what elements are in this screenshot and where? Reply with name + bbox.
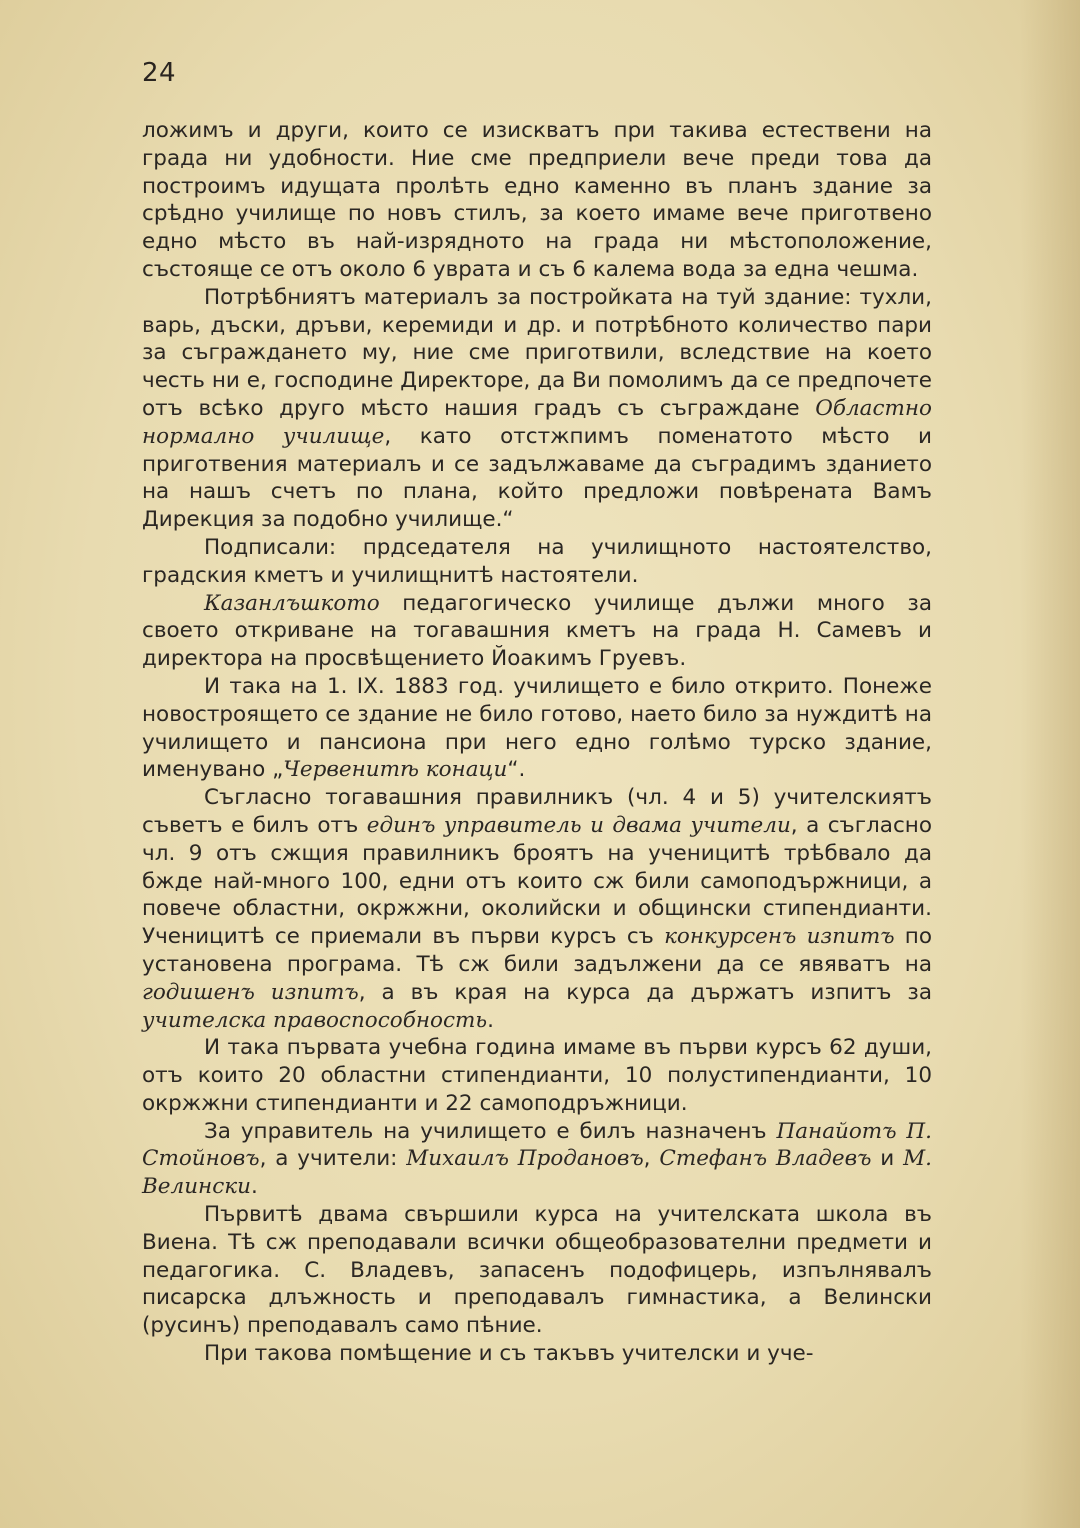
- text-run: , а въ края на курса да държатъ изпитъ за: [358, 979, 933, 1005]
- italic-text-run: Областно нормално училище: [142, 395, 932, 449]
- paragraph: [142, 534, 932, 590]
- italic-text-run: единъ управитель и двама учители: [366, 812, 791, 838]
- text-run: и: [871, 1146, 904, 1172]
- paragraph: [142, 590, 932, 673]
- paragraph: [142, 1118, 932, 1201]
- text-run: , като отстжпимъ поменатото мѣсто и приготвения материалъ и се задължаваме да съградимъ зданието на нашъ счетъ по плана, който предложи повѣрената Вамъ Дирекция за подобно училище.“: [142, 423, 932, 533]
- italic-text-run: Стефанъ Владевъ: [659, 1146, 872, 1172]
- text-run: , а учители:: [259, 1146, 407, 1172]
- text-run: И така на 1. IX. 1883 год. училището е било открито. Понеже новостроящето се здание не било готово, наето било за нуждитѣ на училището и пансиона при него едно голѣмо турско здание, именувано „: [142, 673, 932, 783]
- page-edge-shadow: [1020, 0, 1080, 1528]
- italic-text-run: Казанлъшкото: [204, 590, 380, 616]
- paragraph: [142, 673, 932, 784]
- paragraph: [142, 1034, 932, 1117]
- page-number: 24: [142, 58, 177, 88]
- italic-text-run: конкурсенъ изпитъ: [664, 924, 895, 950]
- text-run: Подписали: прдседателя на училищното настоятелство, градския кметъ и училищнитѣ настоятели.: [142, 534, 932, 588]
- paragraph: [142, 784, 932, 1034]
- paragraph: [142, 117, 932, 284]
- text-run: педагогическо училище дължи много за своето откриване на тогавашния кметъ на града Н. Самевъ и директора на просвѣщението Йоакимъ Груевъ.: [142, 590, 932, 672]
- italic-text-run: Червенитѣ конаци: [283, 757, 508, 783]
- paragraph: [142, 1201, 932, 1340]
- italic-text-run: Панайотъ П. Стойновъ: [142, 1118, 932, 1172]
- text-run: ,: [643, 1146, 660, 1172]
- text-run: Първитѣ двама свършили курса на учителската школа въ Виена. Тѣ сж преподавали всички общеобразователни предмети и педагогика. С. Владевъ, запасенъ подофицерь, изпълнявалъ писарска длъжность и преподавалъ гимнастика, а Велински (русинъ) преподавалъ само пѣние.: [142, 1202, 932, 1339]
- text-run: .: [250, 1174, 258, 1200]
- text-run: “.: [507, 757, 526, 783]
- paragraph: [142, 284, 932, 534]
- text-run: При такова помѣщение и съ такъвъ учителски и уче-: [204, 1341, 814, 1367]
- text-run: Съгласно тогавашния правилникъ (чл. 4 и 5) учителскиятъ съветъ е билъ отъ: [142, 785, 932, 838]
- italic-text-run: Михаилъ Продановъ: [406, 1146, 644, 1172]
- body-text: [142, 117, 932, 1368]
- text-run: .: [487, 1007, 494, 1033]
- text-run: ложимъ и други, които се изискватъ при такива естествени на града ни удобности. Ние сме предприели вече преди това да построимъ идущата пролѣть едно каменно въ планъ здание за срѣдно училище по новъ стилъ, за което имаме вече приготвено едно мѣсто въ най-изрядното на града ни мѣстоположение, състояще се отъ около 6 уврата и съ 6 калема вода за една чешма.: [142, 118, 932, 282]
- text-run: , а съгласно чл. 9 отъ сжщия правилникъ броятъ на ученицитѣ трѣбвало да бжде най-много 100, едни отъ които сж били самоподържници, а повече областни, окржжни, околийски и общински стипендианти. Ученицитѣ се приемали въ първи курсъ съ: [142, 812, 932, 950]
- paragraph: [142, 1340, 932, 1368]
- italic-text-run: учителска правоспособность: [142, 1007, 488, 1033]
- text-run: И така първата учебна година имаме въ първи курсъ 62 души, отъ които 20 областни стипендианти, 10 полустипендианти, 10 окржжни стипендианти и 22 самоподръжници.: [142, 1035, 932, 1116]
- italic-text-run: М. Велински: [142, 1146, 932, 1200]
- italic-text-run: годишенъ изпитъ: [142, 979, 359, 1005]
- text-run: За управитель на училището е билъ назначенъ: [204, 1118, 777, 1144]
- text-run: по установена програма. Тѣ сж били задължени да се явяватъ на: [142, 924, 933, 977]
- text-run: Потрѣбниятъ материалъ за постройката на туй здание: тухли, варь, дъски, дръви, керемиди и др. и потрѣбното количество пари за съграждането му, ние сме приготвили, вследствие на което честь ни е, господине Директоре, да Ви помолимъ да се предпочете отъ всѣко друго мѣсто нашия градъ съ съграждане: [142, 284, 932, 421]
